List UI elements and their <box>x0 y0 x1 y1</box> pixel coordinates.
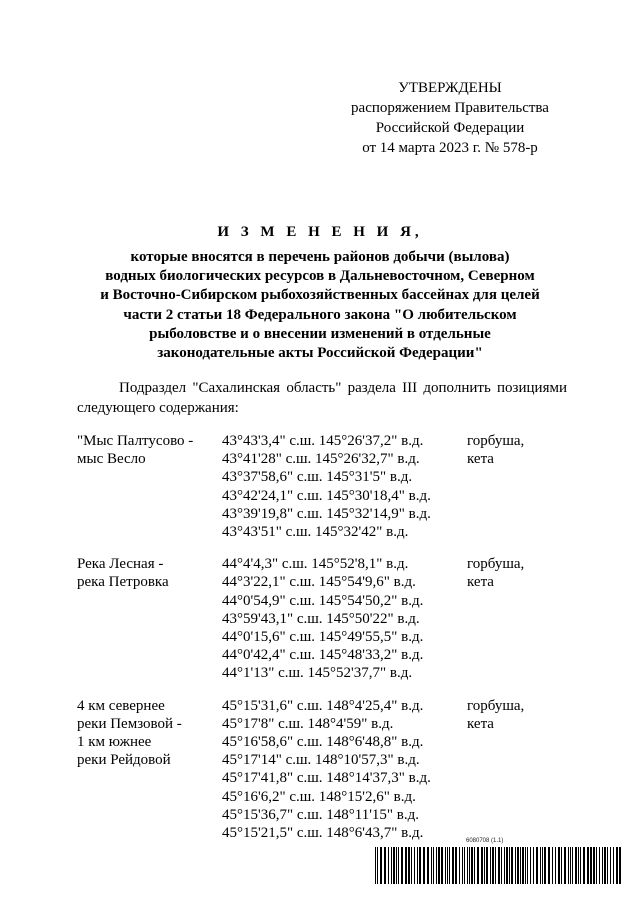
entry-name-line: 1 км южнее <box>77 734 152 751</box>
coordinate-line: 43°39'19,8" с.ш. 145°32'14,9" в.д. <box>222 505 431 522</box>
entry-name-line: реки Пемзовой - <box>77 715 182 732</box>
entry-name <box>77 697 222 770</box>
coordinate-line: 45°15'21,5" с.ш. 148°6'43,7" в.д. <box>222 825 424 842</box>
document-heading: И З М Е Н Е Н И Я, <box>217 224 423 240</box>
entry-coordinates <box>222 697 467 843</box>
coordinate-line: 44°0'42,4" с.ш. 145°48'33,2" в.д. <box>222 647 424 664</box>
coordinate-line: 45°16'6,2" с.ш. 148°15'2,6" в.д. <box>222 788 416 805</box>
entry-name-line: Река Лесная - <box>77 556 164 573</box>
subtitle-line: которые вносятся в перечень районов добычи (вылова) <box>130 249 510 265</box>
coordinate-line: 45°17'41,8" с.ш. 148°14'37,3" в.д. <box>222 770 431 787</box>
subtitle-line: части 2 статьи 18 Федерального закона "О любительском <box>123 306 517 323</box>
entry-lesnaya-petrovka <box>77 555 577 682</box>
approval-order-line: распоряжением Правительства <box>351 100 549 116</box>
document-code: 6080708 (1.1) <box>466 838 504 844</box>
intro-paragraph <box>77 379 567 418</box>
coordinate-line: 45°16'58,6" с.ш. 148°6'48,8" в.д. <box>222 734 424 751</box>
coordinate-line: 43°42'24,1" с.ш. 145°30'18,4" в.д. <box>222 487 431 504</box>
approval-date-number: от 14 марта 2023 г. № 578-р <box>362 140 538 156</box>
entry-name-line: река Петровка <box>77 574 169 591</box>
entry-name-line: "Мыс Палтусово - <box>77 433 194 449</box>
species-line: кета <box>467 451 494 468</box>
coordinate-line: 45°17'14" с.ш. 148°10'57,3" в.д. <box>222 752 420 769</box>
entry-name <box>77 555 222 591</box>
coordinate-line: 43°41'28" с.ш. 145°26'32,7" в.д. <box>222 451 420 468</box>
barcode-icon <box>375 847 621 884</box>
approval-block <box>340 78 560 158</box>
species-line: кета <box>467 715 494 732</box>
species-line: горбуша, <box>467 556 525 573</box>
entry-name-line: 4 км севернее <box>77 697 165 714</box>
intro-line-1: Подраздел "Сахалинская область" раздела III дополнить позициями <box>119 380 567 396</box>
species-line: горбуша, <box>467 433 525 449</box>
coordinate-line: 44°0'15,6" с.ш. 145°49'55,5" в.д. <box>222 629 424 646</box>
entry-pemzovaya-reidovaya <box>77 697 577 843</box>
coordinate-line: 44°3'22,1" с.ш. 145°54'9,6" в.д. <box>222 574 416 591</box>
subtitle-line: рыболовстве и о внесении изменений в отдельные <box>149 325 491 342</box>
entry-name-line: мыс Весло <box>77 451 146 468</box>
entry-name-line: реки Рейдовой <box>77 752 171 769</box>
coordinate-line: 43°43'51" с.ш. 145°32'42" в.д. <box>222 524 409 541</box>
approval-government-line: Российской Федерации <box>375 120 525 136</box>
document-subtitle <box>60 248 580 363</box>
entry-coordinates <box>222 432 467 541</box>
coordinate-line: 45°15'31,6" с.ш. 148°4'25,4" в.д. <box>222 697 424 714</box>
entry-species <box>467 697 567 733</box>
coordinate-line: 44°4'4,3" с.ш. 145°52'8,1" в.д. <box>222 556 409 573</box>
subtitle-line: и Восточно-Сибирском рыбохозяйственных бассейнах для целей <box>100 287 540 304</box>
entry-name <box>77 432 222 468</box>
intro-line-2: следующего содержания: <box>77 399 239 416</box>
entry-species <box>467 432 567 468</box>
coordinate-line: 45°15'36,7" с.ш. 148°11'15" в.д. <box>222 806 420 823</box>
coordinate-line: 43°37'58,6" с.ш. 145°31'5" в.д. <box>222 469 413 486</box>
coordinate-line: 44°0'54,9" с.ш. 145°54'50,2" в.д. <box>222 592 424 609</box>
subtitle-line: законодательные акты Российской Федерации" <box>157 345 483 362</box>
entry-species <box>467 555 567 591</box>
coordinate-line: 43°59'43,1" с.ш. 145°50'22" в.д. <box>222 610 420 627</box>
species-line: горбуша, <box>467 697 525 714</box>
subtitle-line: водных биологических ресурсов в Дальневосточном, Северном <box>105 268 535 285</box>
entries-list <box>77 432 577 856</box>
entry-coordinates <box>222 555 467 682</box>
coordinate-line: 43°43'3,4" с.ш. 145°26'37,2" в.д. <box>222 433 424 449</box>
entry-paltusovo-veslo <box>77 432 577 541</box>
coordinate-line: 45°17'8" с.ш. 148°4'59" в.д. <box>222 715 394 732</box>
species-line: кета <box>467 574 494 591</box>
coordinate-line: 44°1'13" с.ш. 145°52'37,7" в.д. <box>222 665 413 682</box>
approval-title: УТВЕРЖДЕНЫ <box>398 80 502 96</box>
